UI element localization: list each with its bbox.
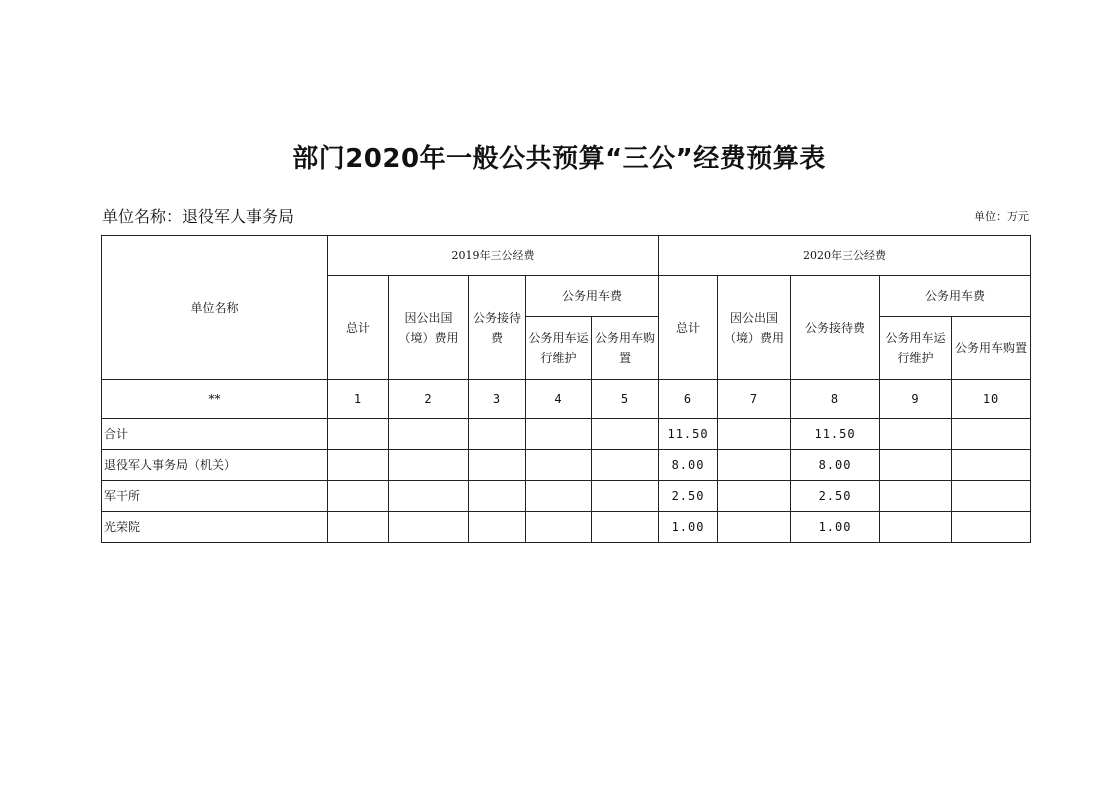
row-value-cell bbox=[880, 512, 952, 543]
row-value-cell bbox=[718, 481, 791, 512]
row-value-cell bbox=[328, 512, 389, 543]
header-2019-total: 总计 bbox=[328, 276, 389, 380]
row-value-cell bbox=[592, 512, 659, 543]
row-value-cell bbox=[526, 419, 592, 450]
row-value-cell bbox=[389, 419, 469, 450]
header-2020-group: 2020年三公经费 bbox=[659, 236, 1031, 276]
row-value-cell bbox=[469, 450, 526, 481]
row-value-cell bbox=[718, 450, 791, 481]
row-value-cell bbox=[880, 419, 952, 450]
row-unit-name: 军干所 bbox=[102, 481, 328, 512]
index-cell: 10 bbox=[952, 380, 1031, 419]
index-cell: 8 bbox=[791, 380, 880, 419]
index-cell: 6 bbox=[659, 380, 718, 419]
header-2020-abroad: 因公出国（境）费用 bbox=[718, 276, 791, 380]
row-value-cell bbox=[952, 512, 1031, 543]
header-2020-total: 总计 bbox=[659, 276, 718, 380]
row-value-cell: 8.00 bbox=[791, 450, 880, 481]
row-value-cell bbox=[718, 419, 791, 450]
budget-table bbox=[101, 235, 1031, 543]
row-unit-name: 退役军人事务局（机关） bbox=[102, 450, 328, 481]
page-title: 部门2020年一般公共预算“三公”经费预算表 bbox=[292, 144, 826, 174]
index-cell: 1 bbox=[328, 380, 389, 419]
index-cell: 7 bbox=[718, 380, 791, 419]
header-2019-reception: 公务接待费 bbox=[469, 276, 526, 380]
row-value-cell: 11.50 bbox=[791, 419, 880, 450]
row-value-cell bbox=[469, 481, 526, 512]
index-cell: 4 bbox=[526, 380, 592, 419]
row-value-cell: 11.50 bbox=[659, 419, 718, 450]
row-value-cell bbox=[526, 512, 592, 543]
row-value-cell bbox=[592, 419, 659, 450]
header-2019-vehicle-maint: 公务用车运行维护 bbox=[526, 317, 592, 380]
row-value-cell bbox=[880, 481, 952, 512]
index-cell: 5 bbox=[592, 380, 659, 419]
table-row bbox=[102, 512, 1031, 543]
row-value-cell bbox=[592, 450, 659, 481]
row-value-cell: 1.00 bbox=[659, 512, 718, 543]
row-value-cell bbox=[952, 419, 1031, 450]
row-value-cell: 2.50 bbox=[659, 481, 718, 512]
row-value-cell bbox=[328, 419, 389, 450]
row-unit-name: 光荣院 bbox=[102, 512, 328, 543]
index-cell: 3 bbox=[469, 380, 526, 419]
row-value-cell bbox=[880, 450, 952, 481]
table-row bbox=[102, 419, 1031, 450]
index-cell: 2 bbox=[389, 380, 469, 419]
row-value-cell bbox=[526, 481, 592, 512]
header-2019-group: 2019年三公经费 bbox=[328, 236, 659, 276]
row-value-cell bbox=[389, 512, 469, 543]
header-2020-reception: 公务接待费 bbox=[791, 276, 880, 380]
row-value-cell bbox=[952, 450, 1031, 481]
row-unit-name: 合计 bbox=[102, 419, 328, 450]
row-value-cell bbox=[389, 450, 469, 481]
index-label: ** bbox=[102, 380, 328, 419]
row-value-cell bbox=[526, 450, 592, 481]
row-value-cell: 1.00 bbox=[791, 512, 880, 543]
row-value-cell bbox=[389, 481, 469, 512]
row-value-cell bbox=[952, 481, 1031, 512]
table-row bbox=[102, 450, 1031, 481]
header-2020-vehicle-purchase: 公务用车购置 bbox=[952, 317, 1031, 380]
row-value-cell bbox=[592, 481, 659, 512]
header-unit-name: 单位名称 bbox=[102, 236, 328, 380]
header-2019-vehicle: 公务用车费 bbox=[526, 276, 659, 317]
header-2019-abroad: 因公出国（境）费用 bbox=[389, 276, 469, 380]
row-value-cell bbox=[328, 481, 389, 512]
header-2020-vehicle: 公务用车费 bbox=[880, 276, 1031, 317]
row-value-cell bbox=[469, 512, 526, 543]
row-value-cell: 2.50 bbox=[791, 481, 880, 512]
header-2020-vehicle-maint: 公务用车运行维护 bbox=[880, 317, 952, 380]
row-value-cell bbox=[328, 450, 389, 481]
table-row bbox=[102, 481, 1031, 512]
row-value-cell bbox=[469, 419, 526, 450]
unit-label: 单位：万元 bbox=[974, 210, 1029, 223]
index-cell: 9 bbox=[880, 380, 952, 419]
row-value-cell: 8.00 bbox=[659, 450, 718, 481]
row-value-cell bbox=[718, 512, 791, 543]
header-2019-vehicle-purchase: 公务用车购置 bbox=[592, 317, 659, 380]
unit-name: 单位名称：退役军人事务局 bbox=[102, 207, 295, 226]
